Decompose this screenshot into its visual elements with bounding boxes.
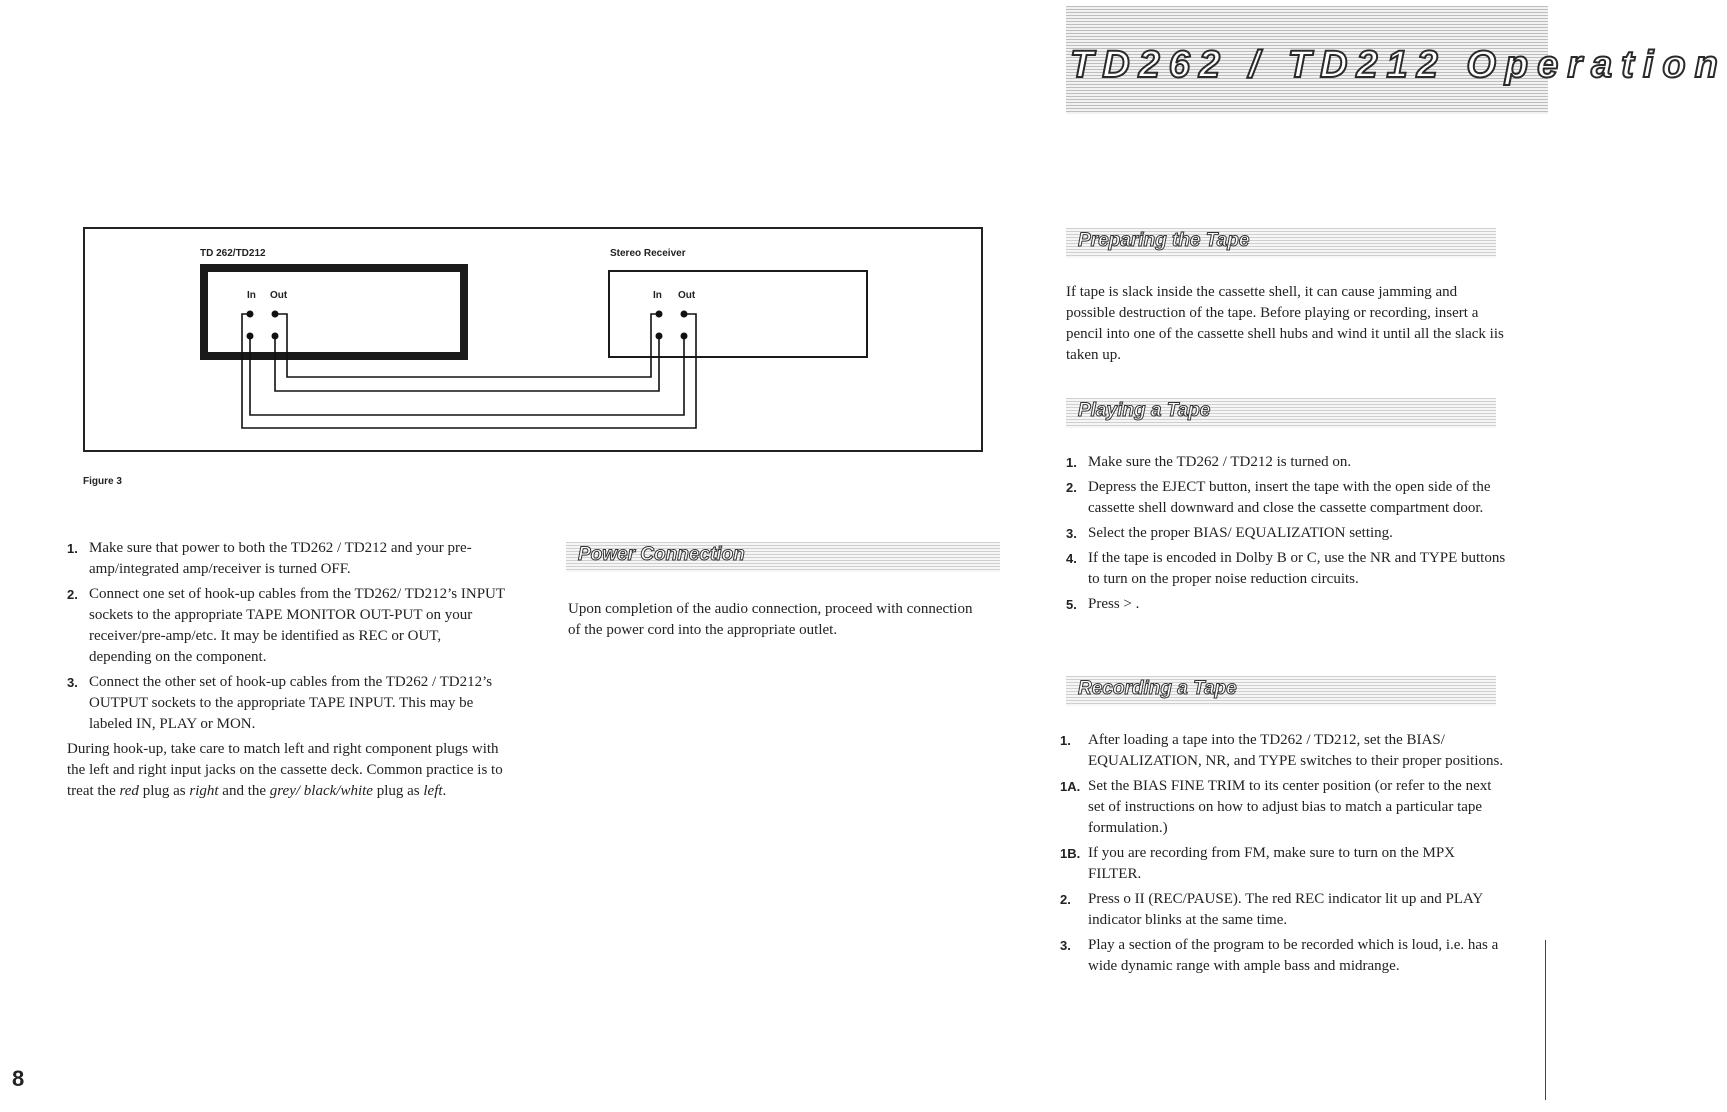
list-item bbox=[67, 584, 507, 668]
hookup-instructions bbox=[67, 538, 507, 802]
list-item bbox=[1060, 843, 1506, 885]
list-item bbox=[1066, 548, 1506, 590]
note-text: During hook-up, take care to match left and right component plugs with the left and right input jacks on the cassette deck. Common practice is to treat the bbox=[67, 741, 503, 799]
note-emphasis-grey: grey/ black/white bbox=[269, 783, 373, 799]
step-text: Depress the EJECT button, insert the tape with the open side of the cassette shell downward and close the cassette compartment door. bbox=[1088, 479, 1491, 516]
list-item bbox=[1066, 452, 1506, 473]
recording-steps-list bbox=[1060, 730, 1506, 977]
preparing-tape-text: If tape is slack inside the cassette shell, it can cause jamming and possible destruction of the tape. Before playing or recording, insert a pencil into one of the cassette shell hubs and wind it until all the slack iis taken up. bbox=[1066, 284, 1504, 363]
recording-tape-header bbox=[1066, 676, 1496, 706]
step-number: 1. bbox=[67, 541, 78, 556]
power-connection-header bbox=[566, 542, 1000, 572]
page-title: TD262 / TD212 Operation bbox=[1070, 44, 1727, 86]
step-text: Make sure the TD262 / TD212 is turned on. bbox=[1088, 454, 1352, 470]
section-title: Playing a Tape bbox=[1078, 400, 1211, 421]
hookup-steps-list bbox=[67, 538, 507, 735]
step-number: 3. bbox=[1066, 526, 1077, 541]
step-number: 1. bbox=[1060, 733, 1071, 748]
hookup-note bbox=[67, 739, 507, 802]
page-number: 8 bbox=[12, 1066, 25, 1091]
hookup-cable-wiring bbox=[0, 0, 1000, 460]
list-item bbox=[67, 672, 507, 735]
page-edge-line bbox=[1545, 940, 1546, 1100]
list-item bbox=[1060, 889, 1506, 931]
list-item bbox=[1060, 730, 1506, 772]
cable-receiver-out-to-deck-in-a bbox=[250, 336, 684, 415]
receiver-out-label: Out bbox=[678, 290, 696, 301]
step-text: Play a section of the program to be recorded which is loud, i.e. has a wide dynamic range with ample bass and midrange. bbox=[1088, 937, 1499, 974]
step-text: Connect one set of hook-up cables from the TD262/ TD212’s INPUT sockets to the appropriate TAPE MONITOR OUT-PUT on your receiver/pre-amp/etc. It may be identified as REC or OUT, depending on the component. bbox=[89, 586, 505, 665]
playing-tape-header bbox=[1066, 398, 1496, 428]
playing-tape-instructions bbox=[1066, 452, 1506, 619]
note-text: and the bbox=[218, 783, 270, 799]
step-text: Press o II (REC/PAUSE). The red REC indicator lit up and PLAY indicator blinks at the same time. bbox=[1088, 891, 1483, 928]
step-number: 1. bbox=[1066, 455, 1077, 470]
step-number: 5. bbox=[1066, 597, 1077, 612]
step-number: 2. bbox=[1066, 480, 1077, 495]
list-item bbox=[1060, 776, 1506, 839]
list-item bbox=[1066, 523, 1506, 544]
step-number: 1A. bbox=[1060, 779, 1081, 794]
note-text: plug as bbox=[372, 783, 424, 799]
cable-deck-out-to-receiver-in-b bbox=[275, 336, 659, 391]
step-text: After loading a tape into the TD262 / TD212, set the BIAS/ EQUALIZATION, NR, and TYPE switches to their proper positions. bbox=[1088, 732, 1504, 769]
page-header-banner bbox=[1066, 6, 1727, 114]
step-number: 2. bbox=[1060, 892, 1071, 907]
receiver-in-label: In bbox=[653, 290, 662, 301]
step-number: 3. bbox=[67, 675, 78, 690]
step-text: Connect the other set of hook-up cables from the TD262 / TD212’s OUTPUT sockets to the appropriate TAPE INPUT. This may be labeled IN, PLAY or MON. bbox=[89, 674, 493, 732]
note-text: . bbox=[442, 783, 447, 799]
preparing-tape-header bbox=[1066, 228, 1496, 258]
step-text: If the tape is encoded in Dolby B or C, use the NR and TYPE buttons to turn on the proper noise reduction circuits. bbox=[1088, 550, 1506, 587]
section-title: Power Connection bbox=[578, 544, 745, 565]
step-text: Set the BIAS FINE TRIM to its center position (or refer to the next set of instructions on how to adjust bias to match a particular tape formulation.) bbox=[1088, 778, 1492, 836]
step-number: 3. bbox=[1060, 938, 1071, 953]
step-text: If you are recording from FM, make sure to turn on the MPX FILTER. bbox=[1088, 845, 1456, 882]
note-emphasis-left: left bbox=[423, 783, 443, 799]
list-item bbox=[1060, 935, 1506, 977]
power-connection-text: Upon completion of the audio connection, proceed with connection of the power cord into the appropriate outlet. bbox=[568, 601, 973, 638]
cable-receiver-out-to-deck-in-b bbox=[242, 332, 696, 428]
cable-lines bbox=[242, 314, 696, 428]
recording-tape-instructions bbox=[1060, 730, 1506, 981]
list-item bbox=[1066, 477, 1506, 519]
step-text: Press > . bbox=[1088, 596, 1140, 612]
figure-caption: Figure 3 bbox=[83, 476, 122, 487]
deck-out-label: Out bbox=[270, 290, 288, 301]
right-device-label: Stereo Receiver bbox=[610, 248, 686, 259]
note-text: plug as bbox=[138, 783, 190, 799]
step-text: Select the proper BIAS/ EQUALIZATION setting. bbox=[1088, 525, 1393, 541]
deck-in-label: In bbox=[247, 290, 256, 301]
left-device-label: TD 262/TD212 bbox=[200, 248, 266, 259]
note-emphasis-red: red bbox=[119, 783, 139, 799]
list-item bbox=[67, 538, 507, 580]
playing-steps-list bbox=[1066, 452, 1506, 615]
section-title: Recording a Tape bbox=[1078, 678, 1237, 699]
list-item bbox=[1066, 594, 1506, 615]
step-number: 2. bbox=[67, 587, 78, 602]
cable-deck-out-to-receiver-in-a bbox=[287, 332, 651, 377]
jack-dots bbox=[247, 311, 688, 340]
step-number: 4. bbox=[1066, 551, 1077, 566]
note-emphasis-right: right bbox=[189, 783, 219, 799]
step-number: 1B. bbox=[1060, 846, 1081, 861]
step-text: Make sure that power to both the TD262 / TD212 and your pre-amp/integrated amp/receiver is turned OFF. bbox=[89, 540, 472, 577]
section-title: Preparing the Tape bbox=[1078, 230, 1250, 251]
